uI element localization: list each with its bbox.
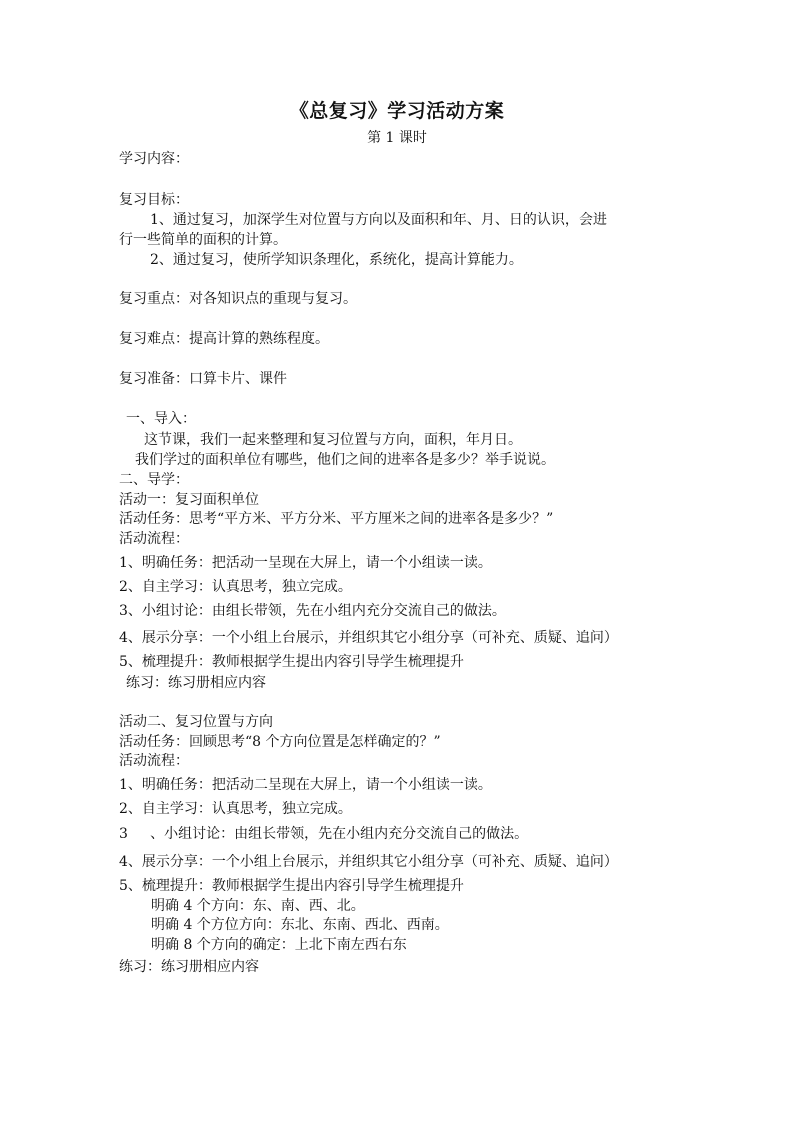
section-1-heading: 一、导入： — [126, 411, 196, 427]
review-difficulties: 复习难点：提高计算的熟练程度。 — [119, 331, 329, 347]
intro-line-1: 这节课，我们一起来整理和复习位置与方向，面积，年月日。 — [144, 432, 522, 448]
goal-2: 2、通过复习，使所学知识条理化，系统化，提高计算能力。 — [150, 252, 523, 268]
activity-2-step-2: 2、自主学习：认真思考，独立完成。 — [119, 801, 352, 817]
goal-1-line-2: 行一些简单的面积的计算。 — [119, 232, 287, 248]
directions-eight-rule: 明确 8 个方向的确定：上北下南左西右东 — [151, 937, 407, 953]
activity-2-process-label: 活动流程： — [119, 753, 189, 769]
activity-1-step-2: 2、自主学习：认真思考，独立完成。 — [119, 579, 352, 595]
goal-1-line-1: 1、通过复习，加深学生对位置与方向以及面积和年、月、日的认识，会进 — [150, 212, 607, 228]
review-goals-label: 复习目标： — [119, 192, 189, 208]
activity-2-step-1: 1、明确任务：把活动二呈现在大屏上，请一个小组读一读。 — [119, 777, 492, 793]
directions-four-diagonal: 明确 4 个方位方向：东北、东南、西北、西南。 — [151, 917, 449, 933]
document-title: 《总复习》学习活动方案 — [289, 100, 505, 122]
activity-1-step-1: 1、明确任务：把活动一呈现在大屏上，请一个小组读一读。 — [119, 555, 492, 571]
activity-2-step-3: 3 、小组讨论：由组长带领，先在小组内充分交流自己的做法。 — [119, 826, 529, 842]
activity-1-step-3: 3、小组讨论：由组长带领，先在小组内充分交流自己的做法。 — [119, 603, 506, 619]
activity-1-step-4: 4、展示分享：一个小组上台展示，并组织其它小组分享（可补充、质疑、追问） — [119, 630, 618, 646]
section-2-heading: 二、导学： — [119, 472, 189, 488]
activity-1-title: 活动一：复习面积单位 — [119, 492, 259, 508]
activity-2-practice: 练习：练习册相应内容 — [119, 959, 259, 975]
intro-line-2: 我们学过的面积单位有哪些，他们之间的进率各是多少？举手说说。 — [135, 452, 555, 468]
review-key-points: 复习重点：对各知识点的重现与复习。 — [119, 291, 357, 307]
review-preparation: 复习准备：口算卡片、课件 — [119, 371, 287, 387]
activity-1-task: 活动任务：思考“平方米、平方分米、平方厘米之间的进率各是多少？” — [119, 511, 554, 527]
learning-content-label: 学习内容： — [119, 151, 189, 167]
activity-2-step-5: 5、梳理提升：教师根据学生提出内容引导学生梳理提升 — [119, 878, 464, 894]
activity-1-process-label: 活动流程： — [119, 531, 189, 547]
directions-four: 明确 4 个方向：东、南、西、北。 — [151, 898, 365, 914]
document-subtitle: 第 1 课时 — [367, 130, 427, 146]
activity-2-step-4: 4、展示分享：一个小组上台展示，并组织其它小组分享（可补充、质疑、追问） — [119, 854, 618, 870]
activity-2-task: 活动任务：回顾思考“8 个方向位置是怎样确定的？” — [119, 734, 441, 750]
activity-1-practice: 练习：练习册相应内容 — [126, 675, 266, 691]
activity-1-step-5: 5、梳理提升：教师根据学生提出内容引导学生梳理提升 — [119, 654, 464, 670]
activity-2-title: 活动二、复习位置与方向 — [119, 714, 273, 730]
